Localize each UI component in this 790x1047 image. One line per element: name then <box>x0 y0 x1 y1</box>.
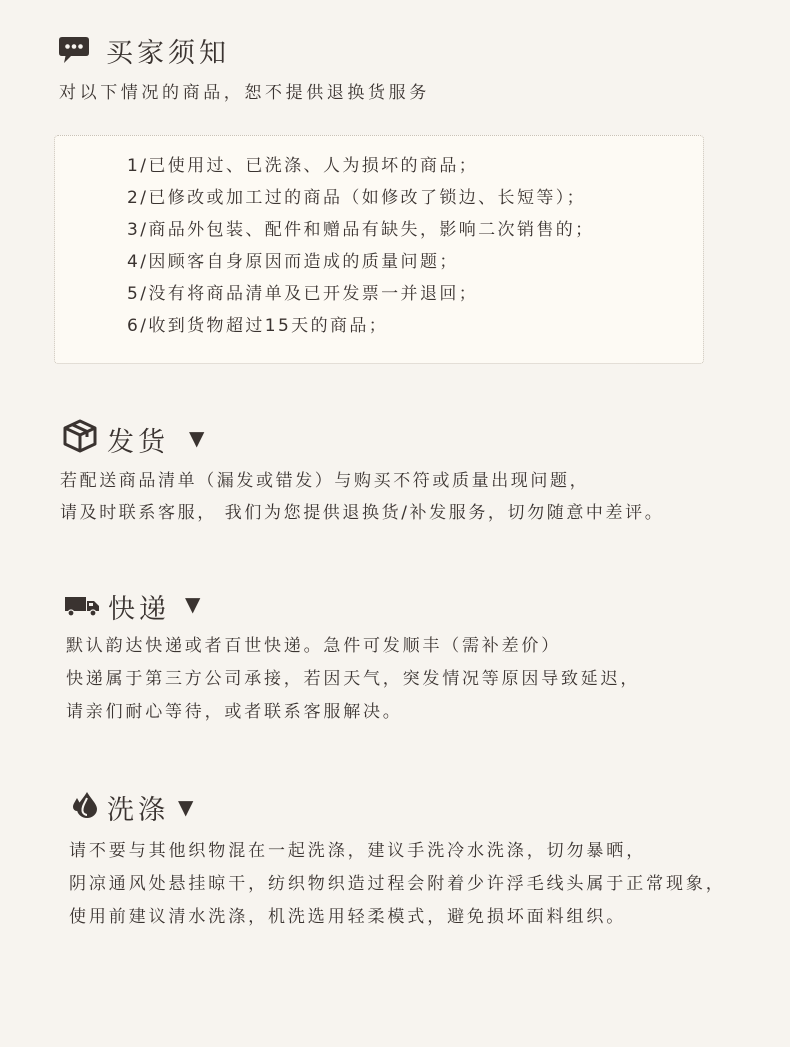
washing-text <box>69 835 726 934</box>
list-item: 2/已修改或加工过的商品（如修改了锁边、长短等）； <box>127 188 587 208</box>
express-line: 请亲们耐心等待，或者联系客服解决。 <box>66 702 403 722</box>
washing-title: 洗涤 <box>107 795 169 826</box>
washing-expand-arrow[interactable]: ▼ <box>178 795 194 819</box>
water-drops-icon <box>72 790 100 818</box>
notice-list <box>127 150 595 342</box>
notice-title: 买家须知 <box>106 38 230 69</box>
washing-line: 请不要与其他织物混在一起洗涤，建议手洗冷水洗涤，切勿暴晒， <box>69 841 647 861</box>
express-title: 快递 <box>108 594 170 625</box>
delivery-truck-icon <box>64 595 100 617</box>
shipping-expand-arrow[interactable]: ▼ <box>189 426 205 450</box>
shipping-line: 若配送商品清单（漏发或错发）与购买不符或质量出现问题， <box>60 471 590 491</box>
list-item: 4/因顾客自身原因而造成的质量问题； <box>127 252 459 272</box>
list-item: 3/商品外包装、配件和赠品有缺失，影响二次销售的； <box>127 220 595 240</box>
shipping-line: 请及时联系客服， 我们为您提供退换货/补发服务，切勿随意中差评。 <box>60 503 665 523</box>
washing-line: 使用前建议清水洗涤，机洗选用轻柔模式，避免损坏面料组织。 <box>69 907 627 927</box>
express-text <box>66 630 640 729</box>
express-line: 快递属于第三方公司承接，若因天气，突发情况等原因导致延迟， <box>66 669 641 689</box>
list-item: 5/没有将商品清单及已开发票一并退回； <box>127 284 479 304</box>
express-expand-arrow[interactable]: ▼ <box>185 592 201 616</box>
shipping-title: 发货 <box>107 427 169 458</box>
shipping-text <box>60 465 664 529</box>
list-item: 1/已使用过、已洗涤、人为损坏的商品； <box>127 156 479 176</box>
washing-line: 阴凉通风处悬挂晾干，纺织物织造过程会附着少许浮毛线头属于正常现象， <box>69 874 726 894</box>
list-item: 6/收到货物超过15天的商品； <box>127 316 389 336</box>
express-line: 默认韵达快递或者百世快递。急件可发顺丰（需补差价） <box>66 636 561 656</box>
notice-subtitle: 对以下情况的商品，恕不提供退换货服务 <box>59 83 430 103</box>
package-box-icon <box>62 418 98 454</box>
speech-bubble-icon <box>58 35 90 65</box>
